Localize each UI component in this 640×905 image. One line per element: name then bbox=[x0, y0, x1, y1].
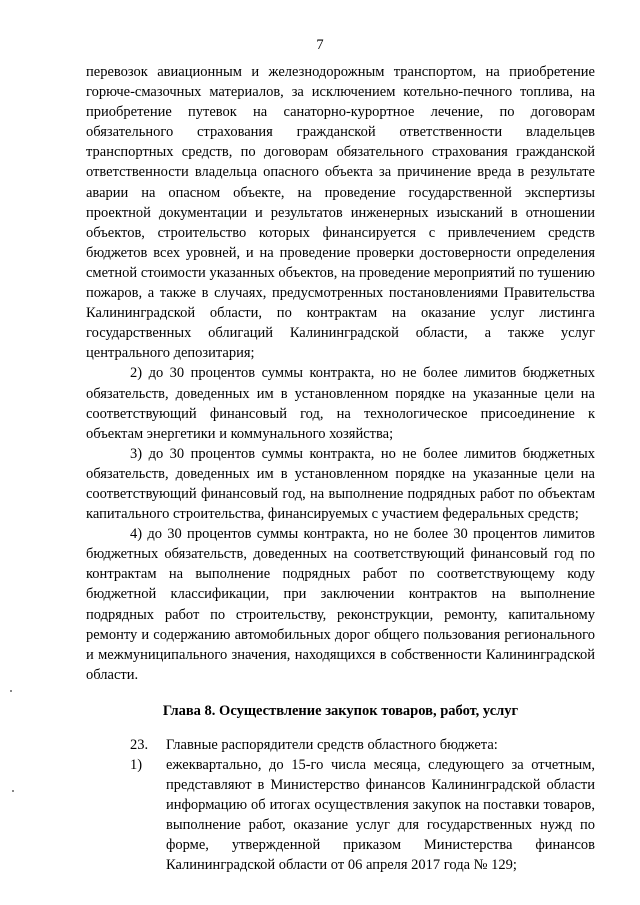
scan-speck bbox=[10, 690, 12, 692]
scan-speck bbox=[12, 790, 14, 792]
paragraph-item-2: 2) до 30 процентов суммы контракта, но не более лимитов бюджетных обязательств, доведенных им в установленном порядке на указанные цели на соответствующий финансовый год, на технологическое присоединение к объектам энергетики и коммунального хозяйства; bbox=[86, 365, 595, 442]
subclause-1 bbox=[86, 755, 595, 876]
page-number: 7 bbox=[316, 37, 324, 53]
paragraph-item-4: 4) до 30 процентов суммы контракта, но не более 30 процентов лимитов бюджетных обязательств, доведенных на соответствующий финансовый год по контрактам на выполнение подрядных работ по соответствующему коду бюджетной классификации, при заключении контрактов на выполнение подрядных работ по строительству, реконструкции, ремонту, капитальному ремонту и содержанию автомобильных дорог общего пользования регионального и межмуниципального значения, находящихся в собственности Калининградской области. bbox=[86, 526, 595, 683]
subclause-1-number: 1) bbox=[130, 757, 143, 773]
paragraph-item-3: 3) до 30 процентов суммы контракта, но не более лимитов бюджетных обязательств, доведенных им в установленном порядке на указанные цели на соответствующий финансовый год, на выполнение подрядных работ по объектам капитального строительства, финансируемых с участием федеральных средств; bbox=[86, 445, 595, 523]
clause-23 bbox=[86, 735, 595, 755]
paragraph-continuation: перевозок авиационным и железнодорожным транспортом, на приобретение горюче-смазочных материалов, за исключением котельно-печного топлива, на приобретение путевок на санаторно-курортное лечение, по договорам обязательного страхования гражданской ответственности владельцев транспортных средств, по договорам обязательного страхования гражданской ответственности владельца опасного объекта за причинение вреда в результате аварии на опасном объекте, на проведение государственной экспертизы проектной документации и результатов инженерных изысканий в отношении объектов, строительство которых финансируется с привлечением средств бюджетов всех уровней, и на проведение проверки достоверности определения сметной стоимости указанных объектов, на проведение мероприятий по тушению пожаров, а также в случаях, предусмотренных постановлениями Правительства Калининградской области, по контрактам на оказание услуг листинга государственных облигаций Калининградской области, а также услуг центрального депозитария; bbox=[86, 64, 595, 362]
document-body bbox=[86, 62, 595, 876]
clause-23-text: Главные распорядители средств областного бюджета: bbox=[166, 736, 498, 753]
subclause-1-text: ежеквартально, до 15-го числа месяца, следующего за отчетным, представляют в Министерство финансов Калининградской области информацию об итогах осуществления закупок на поставки товаров, выполнение работ, оказание услуг для государственных нужд по форме, утвержденной приказом Министерства финансов Калининградской области от 06 апреля 2017 года № 129; bbox=[166, 757, 595, 874]
clause-23-number: 23. bbox=[130, 736, 149, 753]
chapter-heading: Глава 8. Осуществление закупок товаров, работ, услуг bbox=[162, 702, 519, 719]
